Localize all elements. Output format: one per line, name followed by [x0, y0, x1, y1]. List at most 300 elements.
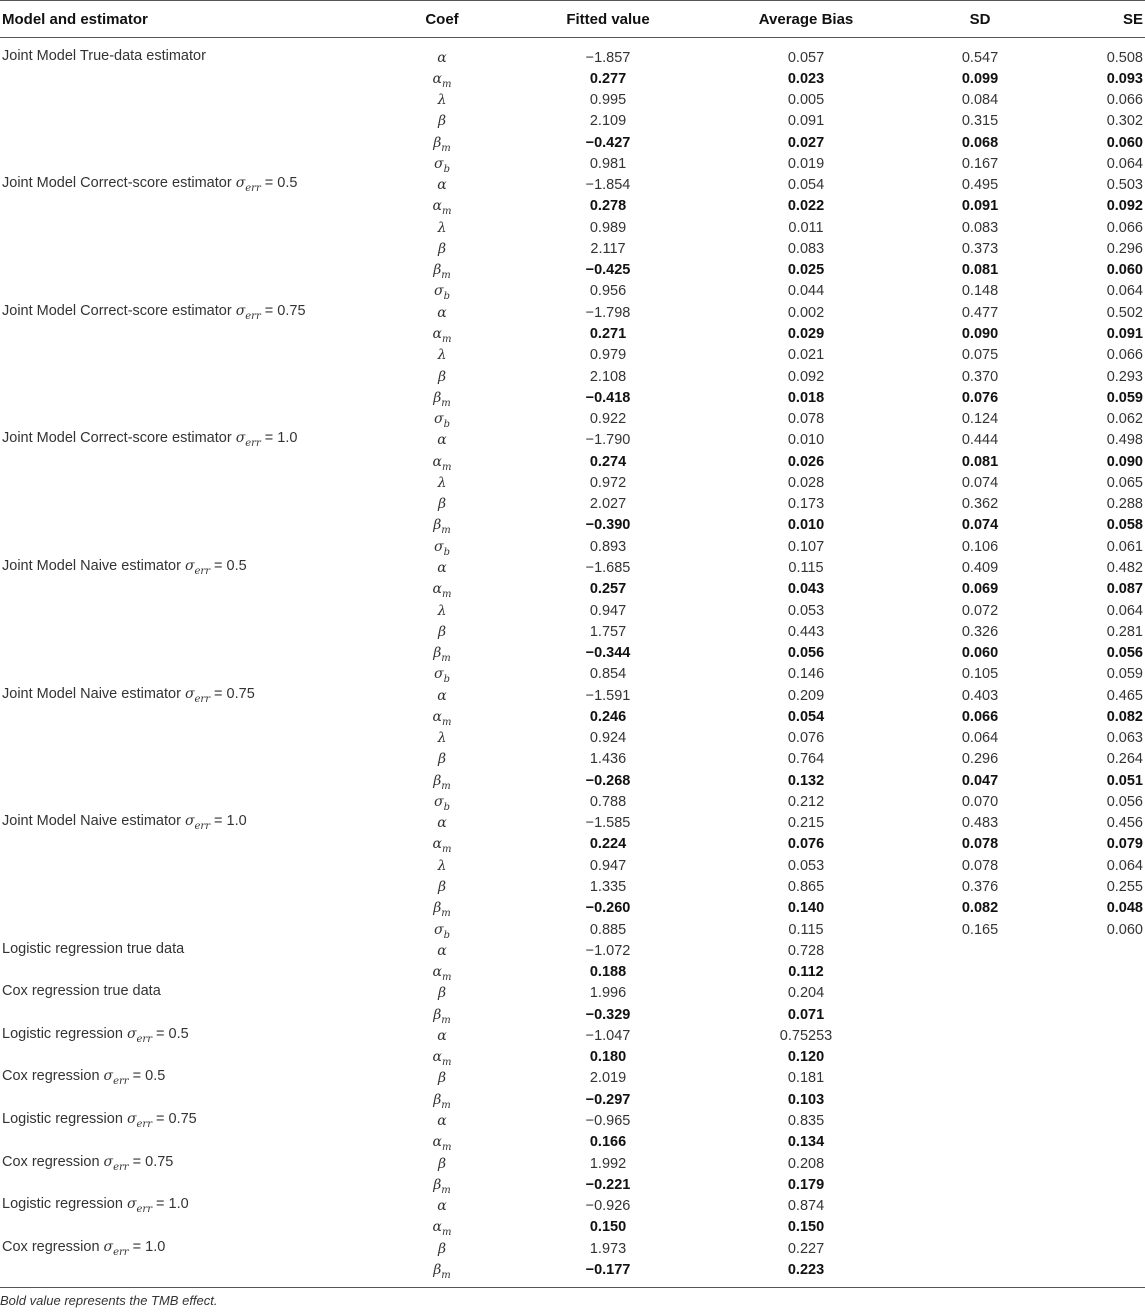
se-value: 0.503: [1106, 177, 1143, 194]
average-bias: 0.022: [787, 198, 825, 215]
coef-symbol: $\beta_m$: [433, 1006, 451, 1026]
sigma-err-symbol: $\sigma_{err}$: [103, 1068, 129, 1088]
coef-symbol: α: [437, 49, 447, 66]
fitted-value: −0.418: [585, 389, 631, 406]
average-bias: 0.204: [787, 985, 825, 1002]
fitted-value: 0.854: [589, 666, 627, 683]
average-bias: 0.018: [787, 389, 825, 406]
average-bias: 0.053: [787, 602, 825, 619]
fitted-value: 0.979: [589, 347, 627, 364]
average-bias: 0.010: [787, 432, 825, 449]
sd-value: 0.105: [961, 666, 999, 683]
average-bias: 0.764: [787, 751, 825, 768]
coef-symbol: $\alpha_m$: [432, 581, 452, 601]
estimator-label: Joint Model Correct-score estimator $\sigma_{err} = 1.0$: [2, 430, 298, 450]
sd-value: 0.047: [961, 772, 999, 789]
fitted-value: 1.973: [589, 1240, 627, 1257]
sd-value: 0.326: [961, 623, 999, 640]
fitted-value: 1.996: [589, 985, 627, 1002]
average-bias: 0.223: [787, 1261, 825, 1278]
coef-symbol: $\beta_m$: [433, 517, 451, 537]
average-bias: 0.043: [787, 581, 825, 598]
estimator-label: Joint Model Correct-score estimator $\sigma_{err} = 0.5$: [2, 175, 298, 194]
fitted-value: 2.019: [589, 1070, 627, 1087]
fitted-value: −0.390: [585, 517, 631, 534]
fitted-value: 0.788: [589, 793, 627, 810]
coef-symbol: α: [437, 942, 447, 959]
fitted-value: 0.274: [589, 453, 627, 470]
coef-symbol: λ: [437, 347, 447, 364]
sd-value: 0.078: [961, 857, 999, 874]
se-value: 0.060: [1106, 921, 1143, 938]
se-value: 0.093: [1106, 70, 1143, 87]
header-bias: Average Bias: [758, 11, 854, 28]
coef-symbol: λ: [437, 219, 447, 236]
header-se: SE: [1122, 11, 1143, 28]
average-bias: 0.107: [787, 538, 825, 555]
se-value: 0.082: [1106, 708, 1143, 725]
coef-symbol: $\beta_m$: [433, 389, 451, 409]
sd-value: 0.068: [961, 134, 999, 151]
coef-symbol: β: [437, 1155, 447, 1172]
fitted-value: −0.965: [585, 1113, 631, 1129]
average-bias: 0.078: [787, 411, 825, 428]
se-value: 0.048: [1106, 900, 1143, 917]
coef-symbol: $\beta_m$: [433, 262, 451, 281]
se-value: 0.059: [1106, 389, 1143, 406]
sd-value: 0.547: [961, 49, 999, 66]
sd-value: 0.124: [961, 411, 999, 428]
coef-symbol: $\sigma_b$: [434, 411, 450, 430]
se-value: 0.061: [1106, 538, 1143, 555]
header-sd: SD: [969, 11, 991, 28]
sd-value: 0.074: [961, 474, 999, 491]
coef-symbol: $\alpha_m$: [432, 836, 452, 856]
average-bias: 0.115: [788, 559, 824, 576]
fitted-value: −1.854: [585, 177, 631, 194]
average-bias: 0.140: [787, 900, 825, 917]
sigma-err-value: 0.75: [168, 1111, 197, 1127]
se-value: 0.060: [1106, 134, 1143, 151]
fitted-value: 0.180: [589, 1049, 627, 1066]
sigma-err-value: 0.5: [168, 1025, 189, 1042]
coef-symbol: $\sigma_b$: [434, 155, 450, 175]
coef-symbol: λ: [437, 474, 447, 491]
sd-value: 0.483: [961, 815, 999, 832]
average-bias: 0.728: [787, 942, 825, 959]
sigma-err-symbol: $\sigma_{err}$: [126, 1196, 152, 1215]
fitted-value: −1.857: [585, 49, 631, 66]
sd-value: 0.495: [961, 177, 999, 194]
se-value: 0.508: [1106, 49, 1143, 66]
fitted-value: −1.798: [585, 304, 631, 321]
coef-symbol: β: [437, 1240, 447, 1257]
average-bias: 0.443: [787, 623, 825, 640]
sigma-err-value: 1.0: [168, 1196, 189, 1213]
sd-value: 0.072: [961, 602, 999, 619]
average-bias: 0.150: [787, 1219, 825, 1236]
header-model: Model and estimator: [2, 11, 148, 28]
sd-value: 0.165: [961, 921, 999, 938]
fitted-value: 0.150: [589, 1219, 627, 1236]
coef-symbol: β: [437, 985, 447, 1002]
sigma-err-symbol: $\sigma_{err}$: [235, 430, 261, 450]
fitted-value: −1.072: [585, 942, 631, 959]
se-value: 0.060: [1106, 262, 1143, 279]
average-bias: 0.054: [787, 708, 825, 725]
se-value: 0.293: [1106, 368, 1143, 385]
coef-symbol: λ: [437, 730, 447, 747]
average-bias: 0.120: [787, 1049, 825, 1066]
coef-symbol: $\beta_m$: [433, 1176, 451, 1196]
average-bias: 0.179: [787, 1176, 825, 1193]
coef-symbol: β: [437, 879, 447, 896]
sd-value: 0.106: [961, 538, 999, 555]
sd-value: 0.370: [961, 368, 999, 385]
se-value: 0.059: [1106, 666, 1143, 683]
header-coef: Coef: [425, 11, 459, 28]
se-value: 0.064: [1106, 857, 1143, 874]
average-bias: 0.75253: [779, 1027, 833, 1044]
sigma-err-symbol: $\sigma_{err}$: [184, 557, 210, 577]
sigma-err-symbol: $\sigma_{err}$: [184, 813, 210, 833]
average-bias: 0.044: [787, 283, 825, 300]
se-value: 0.288: [1106, 496, 1143, 513]
se-value: 0.090: [1106, 453, 1143, 470]
average-bias: 0.021: [787, 347, 825, 364]
se-value: 0.456: [1106, 815, 1143, 832]
se-value: 0.091: [1106, 326, 1143, 342]
sd-value: 0.409: [961, 559, 999, 576]
fitted-value: 0.885: [589, 921, 627, 938]
average-bias: 0.026: [787, 453, 825, 470]
sd-value: 0.376: [961, 879, 999, 896]
fitted-value: 2.027: [589, 496, 627, 513]
fitted-value: 2.109: [589, 113, 627, 130]
sd-value: 0.315: [961, 113, 999, 130]
sigma-err-symbol: $\sigma_{err}$: [126, 1111, 152, 1130]
fitted-value: 0.257: [589, 581, 627, 598]
average-bias: 0.173: [787, 496, 825, 513]
fitted-value: 0.922: [589, 411, 627, 428]
fitted-value: 0.271: [589, 326, 627, 342]
fitted-value: 0.188: [589, 964, 627, 981]
sd-value: 0.078: [961, 836, 999, 853]
average-bias: 0.227: [787, 1240, 825, 1257]
estimator-label: Cox regression true data: [2, 983, 161, 1000]
coef-symbol: $\beta_m$: [433, 134, 451, 154]
average-bias: 0.212: [787, 793, 825, 810]
sd-value: 0.477: [961, 304, 999, 321]
sigma-err-symbol: $\sigma_{err}$: [126, 1025, 152, 1045]
estimator-label: Joint Model Naive estimator $\sigma_{err} = 0.75$: [2, 685, 255, 705]
estimator-label: Logistic regression $\sigma_{err} = 1.0$: [2, 1196, 189, 1215]
average-bias: 0.076: [787, 836, 825, 853]
average-bias: 0.083: [787, 240, 825, 257]
average-bias: 0.103: [787, 1091, 825, 1108]
se-value: 0.281: [1106, 623, 1143, 640]
coef-symbol: α: [437, 1198, 447, 1215]
average-bias: 0.010: [787, 517, 825, 534]
se-value: 0.066: [1106, 347, 1143, 364]
se-value: 0.064: [1106, 155, 1143, 172]
fitted-value: 0.989: [589, 219, 627, 236]
average-bias: 0.025: [787, 262, 825, 279]
sigma-err-symbol: $\sigma_{err}$: [235, 302, 261, 322]
average-bias: 0.005: [787, 92, 825, 109]
sigma-err-value: 0.5: [226, 557, 247, 574]
fitted-value: 0.956: [589, 283, 627, 300]
coef-symbol: α: [437, 559, 447, 576]
estimator-label: Logistic regression true data: [2, 940, 185, 957]
estimator-label: Joint Model Naive estimator $\sigma_{err} = 0.5$: [2, 557, 247, 577]
sd-value: 0.060: [961, 645, 999, 662]
average-bias: 0.002: [787, 304, 825, 321]
coef-symbol: $\beta_m$: [433, 900, 451, 920]
coef-symbol: α: [437, 432, 447, 449]
sd-value: 0.148: [961, 283, 999, 300]
average-bias: 0.115: [788, 921, 824, 938]
estimator-label: Cox regression $\sigma_{err} = 0.75$: [2, 1153, 174, 1173]
sd-value: 0.296: [961, 751, 999, 768]
sd-value: 0.076: [961, 389, 999, 406]
sigma-err-value: 0.75: [145, 1153, 174, 1170]
estimator-label: Joint Model True-data estimator: [2, 47, 206, 64]
coef-symbol: $\alpha_m$: [432, 1219, 452, 1239]
sd-value: 0.069: [961, 581, 999, 598]
estimator-label: Logistic regression $\sigma_{err} = 0.5$: [2, 1025, 189, 1045]
sd-value: 0.075: [961, 347, 999, 364]
fitted-value: −0.425: [585, 262, 631, 279]
estimator-label: Cox regression $\sigma_{err} = 1.0$: [2, 1238, 166, 1258]
average-bias: 0.215: [787, 815, 825, 832]
se-value: 0.065: [1106, 474, 1143, 491]
coef-symbol: $\alpha_m$: [432, 453, 452, 473]
se-value: 0.087: [1106, 581, 1143, 598]
fitted-value: −0.221: [585, 1176, 631, 1193]
se-value: 0.296: [1106, 240, 1143, 257]
coef-symbol: λ: [437, 857, 447, 874]
average-bias: 0.091: [787, 113, 825, 130]
average-bias: 0.208: [787, 1155, 825, 1172]
sd-value: 0.090: [961, 326, 999, 342]
sd-value: 0.444: [961, 432, 999, 449]
se-value: 0.058: [1106, 517, 1143, 534]
average-bias: 0.028: [787, 474, 825, 491]
coef-symbol: $\sigma_b$: [434, 921, 450, 941]
fitted-value: 0.224: [589, 836, 627, 853]
sd-value: 0.081: [961, 453, 999, 470]
se-value: 0.092: [1106, 198, 1143, 215]
fitted-value: −0.329: [585, 1006, 631, 1023]
estimator-label: Cox regression $\sigma_{err} = 0.5$: [2, 1068, 166, 1088]
sigma-err-value: 1.0: [145, 1238, 166, 1255]
fitted-value: 0.947: [589, 602, 627, 619]
table-bottom-rule: [0, 1287, 1145, 1288]
coef-symbol: $\alpha_m$: [432, 326, 452, 345]
se-value: 0.498: [1106, 432, 1143, 449]
se-value: 0.255: [1106, 879, 1143, 896]
se-value: 0.056: [1106, 793, 1143, 810]
se-value: 0.062: [1106, 411, 1143, 428]
fitted-value: −0.427: [585, 134, 631, 151]
average-bias: 0.029: [787, 326, 825, 342]
estimator-label: Joint Model Correct-score estimator $\sigma_{err} = 0.75$: [2, 302, 306, 322]
se-value: 0.051: [1106, 772, 1143, 789]
coef-symbol: $\beta_m$: [433, 1261, 451, 1281]
average-bias: 0.027: [787, 134, 825, 151]
sd-value: 0.403: [961, 687, 999, 704]
average-bias: 0.865: [787, 879, 825, 896]
fitted-value: 0.995: [589, 92, 627, 109]
coef-symbol: $\alpha_m$: [432, 198, 452, 218]
table-header: [0, 0, 1145, 38]
average-bias: 0.011: [788, 219, 824, 236]
se-value: 0.302: [1106, 113, 1143, 130]
fitted-value: 1.436: [589, 751, 627, 768]
estimator-label: Logistic regression $\sigma_{err} = 0.75$: [2, 1111, 197, 1130]
coef-symbol: α: [437, 1113, 447, 1129]
sigma-err-symbol: $\sigma_{err}$: [103, 1153, 129, 1173]
sd-value: 0.167: [961, 155, 999, 172]
fitted-value: −0.926: [585, 1198, 631, 1215]
coef-symbol: α: [437, 687, 447, 704]
sigma-err-symbol: $\sigma_{err}$: [235, 175, 261, 194]
average-bias: 0.132: [787, 772, 825, 789]
fitted-value: 0.972: [589, 474, 627, 491]
average-bias: 0.181: [787, 1070, 825, 1087]
average-bias: 0.057: [787, 49, 825, 66]
average-bias: 0.209: [787, 687, 825, 704]
fitted-value: 0.924: [589, 730, 627, 747]
fitted-value: −1.591: [585, 687, 631, 704]
se-value: 0.064: [1106, 602, 1143, 619]
fitted-value: 1.335: [589, 879, 627, 896]
average-bias: 0.053: [787, 857, 825, 874]
coef-symbol: $\beta_m$: [433, 1091, 451, 1111]
se-value: 0.502: [1106, 304, 1143, 321]
sd-value: 0.081: [961, 262, 999, 279]
sigma-err-value: 1.0: [226, 813, 247, 830]
coef-symbol: $\alpha_m$: [432, 70, 452, 90]
fitted-value: −1.790: [585, 432, 631, 449]
fitted-value: −1.047: [585, 1027, 631, 1044]
header-fitted: Fitted value: [566, 11, 650, 28]
coef-symbol: β: [437, 240, 447, 257]
coef-symbol: $\beta_m$: [433, 645, 451, 664]
fitted-value: 0.893: [589, 538, 627, 555]
se-value: 0.482: [1106, 559, 1143, 576]
coef-symbol: $\sigma_b$: [434, 793, 450, 813]
coef-symbol: β: [437, 1070, 447, 1087]
fitted-value: 0.166: [589, 1134, 627, 1151]
fitted-value: 2.117: [590, 240, 626, 257]
sigma-err-value: 0.75: [277, 302, 306, 319]
coef-symbol: λ: [437, 602, 447, 619]
average-bias: 0.112: [788, 964, 824, 981]
se-value: 0.079: [1106, 836, 1143, 853]
fitted-value: 0.277: [589, 70, 627, 87]
fitted-value: −0.177: [585, 1261, 631, 1278]
coef-symbol: α: [437, 1027, 447, 1044]
coef-symbol: $\alpha_m$: [432, 1134, 452, 1154]
coef-symbol: $\sigma_b$: [434, 666, 450, 686]
fitted-value: 0.278: [589, 198, 627, 215]
coef-symbol: β: [437, 751, 447, 768]
se-value: 0.064: [1106, 283, 1143, 300]
coef-symbol: β: [437, 368, 447, 385]
se-value: 0.063: [1106, 730, 1143, 747]
sigma-err-value: 0.5: [277, 175, 298, 192]
coef-symbol: β: [437, 496, 447, 513]
sigma-err-value: 0.75: [226, 685, 255, 702]
coef-symbol: $\alpha_m$: [432, 1049, 452, 1068]
average-bias: 0.019: [787, 155, 825, 172]
fitted-value: −0.297: [585, 1091, 631, 1108]
coef-symbol: λ: [437, 92, 447, 109]
fitted-value: 0.246: [589, 708, 627, 725]
sd-value: 0.084: [961, 92, 999, 109]
coef-symbol: α: [437, 177, 447, 194]
fitted-value: 2.108: [589, 368, 627, 385]
fitted-value: −0.260: [585, 900, 631, 917]
average-bias: 0.054: [787, 177, 825, 194]
coef-symbol: $\sigma_b$: [434, 283, 450, 303]
sd-value: 0.362: [961, 496, 999, 513]
se-value: 0.066: [1106, 92, 1143, 109]
average-bias: 0.056: [787, 645, 825, 662]
coef-symbol: $\beta_m$: [433, 772, 451, 792]
fitted-value: 0.947: [589, 857, 627, 874]
sigma-err-value: 1.0: [277, 430, 298, 447]
coef-symbol: α: [437, 304, 447, 321]
average-bias: 0.134: [787, 1134, 825, 1151]
fitted-value: −1.585: [585, 815, 631, 832]
se-value: 0.465: [1106, 687, 1143, 704]
sd-value: 0.099: [961, 70, 999, 87]
average-bias: 0.076: [787, 730, 825, 747]
coef-symbol: $\sigma_b$: [434, 538, 450, 558]
se-value: 0.264: [1106, 751, 1143, 768]
average-bias: 0.874: [787, 1198, 825, 1215]
coef-symbol: $\alpha_m$: [432, 964, 452, 983]
sd-value: 0.066: [961, 708, 999, 725]
sd-value: 0.070: [961, 793, 999, 810]
sigma-err-value: 0.5: [145, 1068, 166, 1085]
coef-symbol: $\alpha_m$: [432, 708, 452, 728]
fitted-value: −1.685: [585, 559, 631, 576]
average-bias: 0.071: [787, 1006, 825, 1023]
average-bias: 0.023: [787, 70, 825, 87]
sd-value: 0.074: [961, 517, 999, 534]
sd-value: 0.083: [961, 219, 999, 236]
coef-symbol: β: [437, 113, 447, 130]
estimator-label: Joint Model Naive estimator $\sigma_{err} = 1.0$: [2, 813, 247, 833]
se-value: 0.056: [1106, 645, 1143, 662]
sigma-err-symbol: $\sigma_{err}$: [103, 1238, 129, 1258]
fitted-value: 1.757: [589, 623, 627, 640]
sd-value: 0.373: [961, 240, 999, 257]
sd-value: 0.064: [961, 730, 999, 747]
sd-value: 0.091: [961, 198, 999, 215]
coef-symbol: β: [437, 623, 447, 640]
se-value: 0.066: [1106, 219, 1143, 236]
fitted-value: 0.981: [589, 155, 627, 172]
fitted-value: −0.344: [585, 645, 631, 662]
fitted-value: −0.268: [585, 772, 631, 789]
average-bias: 0.146: [787, 666, 825, 683]
footnote: Bold value represents the TMB effect.: [0, 1293, 218, 1308]
